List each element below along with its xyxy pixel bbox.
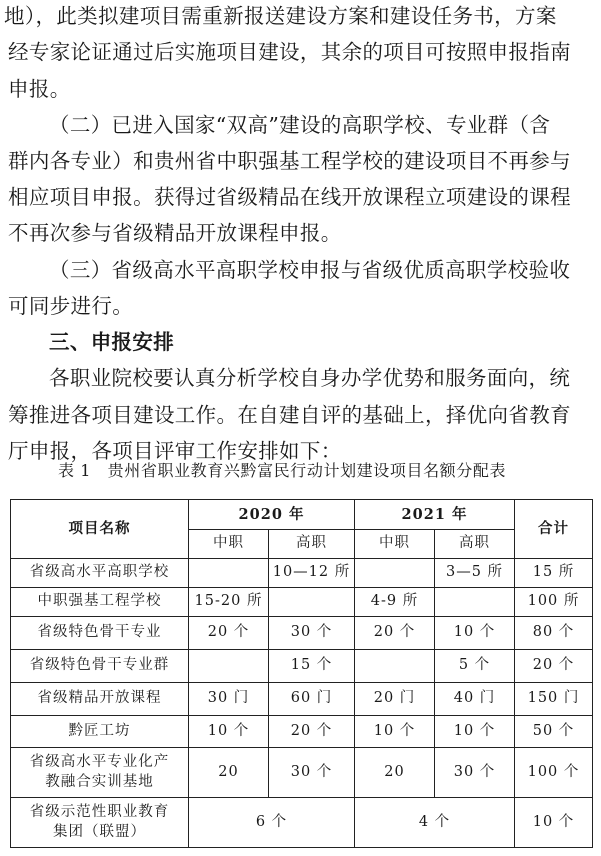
cell: 10 个	[355, 716, 435, 748]
cell: 4-9 所	[355, 588, 435, 617]
cell: 20 个	[355, 617, 435, 650]
cell: 30 门	[189, 683, 269, 716]
row-name: 省级特色骨干专业群	[11, 650, 189, 683]
cell: 40 门	[435, 683, 515, 716]
row-name-line: 集团（联盟）	[53, 823, 146, 840]
cell	[355, 650, 435, 683]
cell	[189, 559, 269, 588]
row-name-line: 教融合实训基地	[45, 773, 154, 790]
cell-total: 15 所	[515, 559, 593, 588]
cell-total: 20 个	[515, 650, 593, 683]
paragraph-line: 申报。	[8, 77, 71, 101]
cell: 15 个	[269, 650, 355, 683]
header-year-2021: 2021 年	[355, 500, 515, 530]
cell: 10 个	[189, 716, 269, 748]
row-name: 中职强基工程学校	[11, 588, 189, 617]
paragraph-line: 地），此类拟建项目需重新报送建设方案和建设任务书，方案	[4, 4, 557, 28]
row-name	[11, 798, 189, 848]
cell: 20 个	[269, 716, 355, 748]
cell: 10 个	[435, 716, 515, 748]
table-row	[11, 748, 593, 798]
paragraph-line: 相应项目申报。获得过省级精品在线开放课程立项建设的课程	[8, 185, 571, 209]
table-row	[11, 716, 593, 748]
cell	[435, 588, 515, 617]
table-row	[11, 559, 593, 588]
paragraph-line: 群内各专业）和贵州省中职强基工程学校的建设项目不再参与	[8, 149, 571, 173]
cell-total: 50 个	[515, 716, 593, 748]
cell: 10—12 所	[269, 559, 355, 588]
cell-total: 10 个	[515, 798, 593, 848]
header-total: 合计	[515, 500, 593, 559]
row-name	[11, 748, 189, 798]
cell: 60 门	[269, 683, 355, 716]
cell	[269, 588, 355, 617]
cell: 3—5 所	[435, 559, 515, 588]
cell: 30 个	[269, 617, 355, 650]
allocation-table	[10, 499, 593, 848]
cell-total: 150 门	[515, 683, 593, 716]
table-caption: 表 1 贵州省职业教育兴黔富民行动计划建设项目名额分配表	[58, 461, 507, 480]
cell: 30 个	[435, 748, 515, 798]
row-name: 省级精品开放课程	[11, 683, 189, 716]
header-sub-secondary: 中职	[189, 530, 269, 559]
cell-total: 100 所	[515, 588, 593, 617]
header-sub-secondary: 中职	[355, 530, 435, 559]
paragraph-line: 各职业院校要认真分析学校自身办学优势和服务面向，统	[49, 366, 571, 390]
row-name: 省级特色骨干专业	[11, 617, 189, 650]
paragraph-line: 可同步进行。	[8, 294, 134, 318]
row-name-line: 省级高水平专业化产	[29, 753, 170, 770]
cell-total: 100 个	[515, 748, 593, 798]
table-row	[11, 683, 593, 716]
cell-total: 80 个	[515, 617, 593, 650]
cell: 30 个	[269, 748, 355, 798]
cell: 6 个	[189, 798, 355, 848]
cell: 4 个	[355, 798, 515, 848]
header-project-name: 项目名称	[11, 500, 189, 559]
paragraph-line: 不再次参与省级精品开放课程申报。	[8, 221, 342, 245]
table-row	[11, 798, 593, 848]
paragraph-line: 经专家论证通过后实施项目建设，其余的项目可按照申报指南	[8, 40, 571, 64]
cell: 20 个	[189, 617, 269, 650]
paragraph-line: （二）已进入国家“双高”建设的高职学校、专业群（含	[49, 113, 551, 137]
cell: 20	[355, 748, 435, 798]
cell	[355, 559, 435, 588]
row-name: 黔匠工坊	[11, 716, 189, 748]
cell: 10 个	[435, 617, 515, 650]
cell: 5 个	[435, 650, 515, 683]
header-year-2020: 2020 年	[189, 500, 355, 530]
cell: 20 门	[355, 683, 435, 716]
cell	[189, 650, 269, 683]
table-row	[11, 617, 593, 650]
row-name-line: 省级示范性职业教育	[29, 803, 170, 820]
paragraph-line: 厅申报，各项目评审工作安排如下：	[8, 439, 342, 463]
header-sub-higher: 高职	[269, 530, 355, 559]
cell: 20	[189, 748, 269, 798]
table-row	[11, 650, 593, 683]
table-row	[11, 588, 593, 617]
cell: 15-20 所	[189, 588, 269, 617]
paragraph-line: 筹推进各项目建设工作。在自建自评的基础上，择优向省教育	[8, 403, 571, 427]
paragraph-line: （三）省级高水平高职学校申报与省级优质高职学校验收	[49, 258, 571, 282]
section-heading: 三、申报安排	[49, 330, 175, 354]
header-sub-higher: 高职	[435, 530, 515, 559]
row-name: 省级高水平高职学校	[11, 559, 189, 588]
